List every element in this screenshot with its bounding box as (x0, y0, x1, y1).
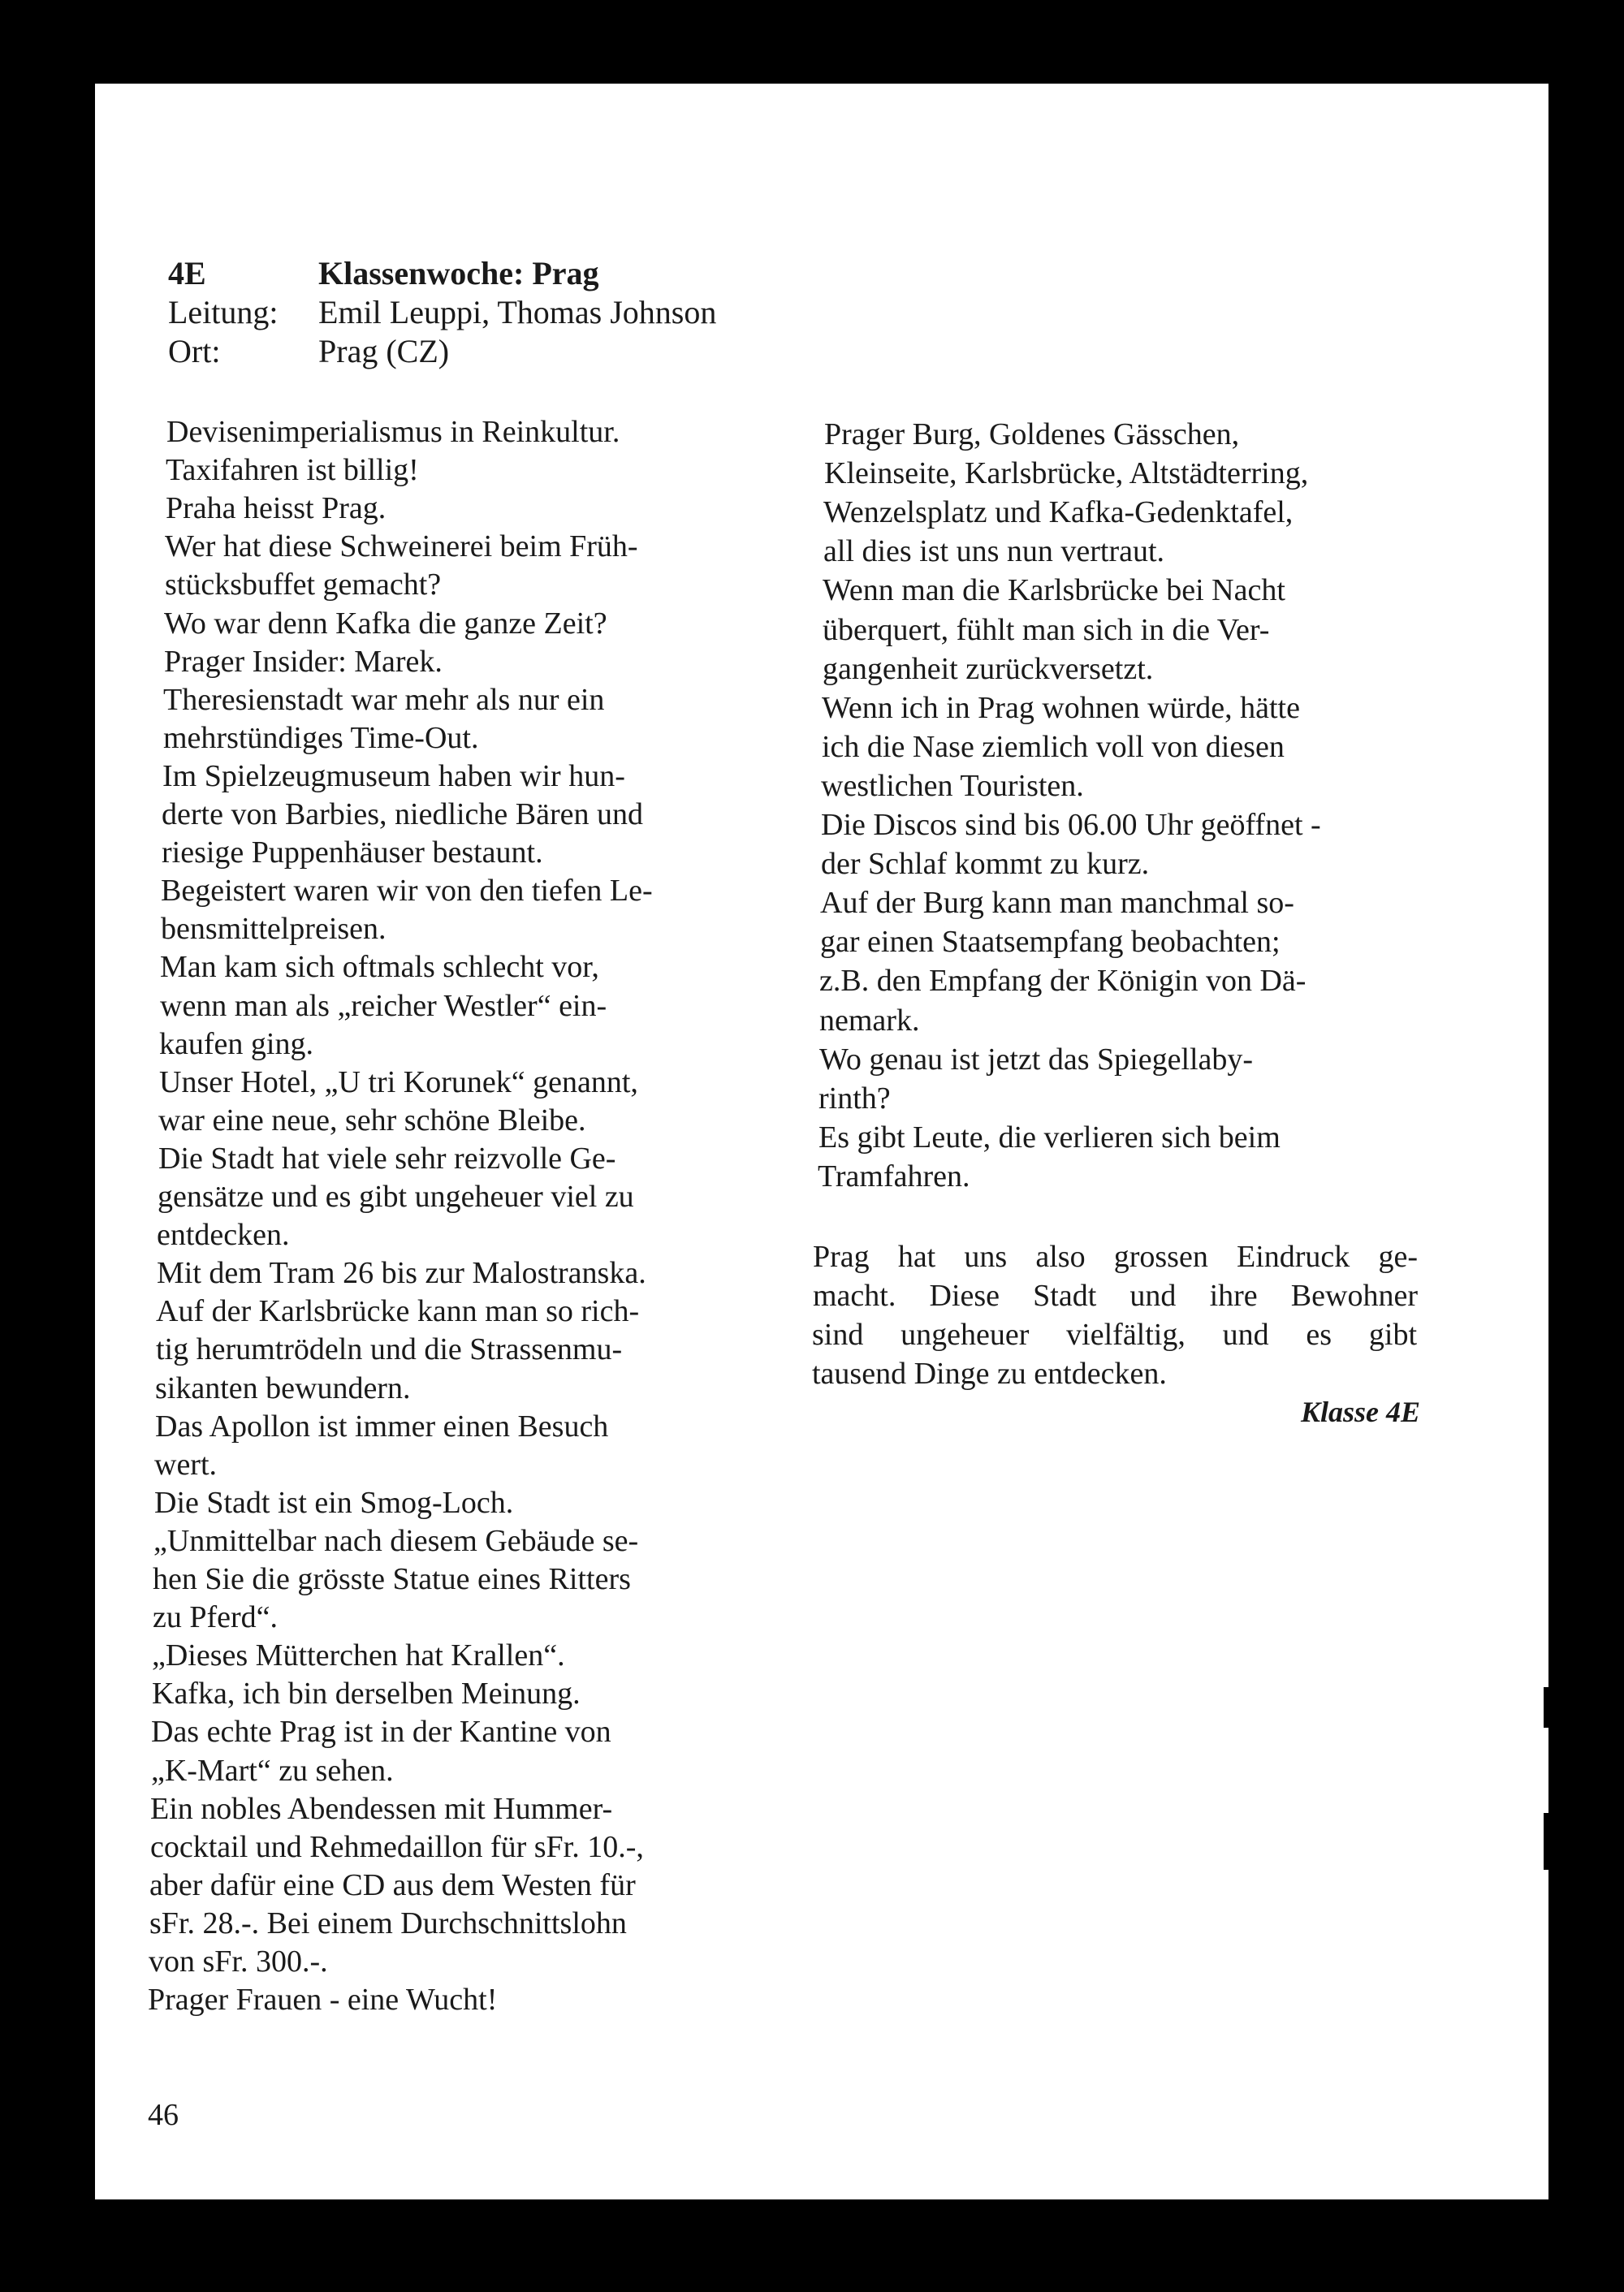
text-line: nemark. (819, 1003, 920, 1038)
text-line: cocktail und Rehmedaillon für sFr. 10.-, (150, 1829, 644, 1864)
text-line: Es gibt Leute, die verlieren sich beim (818, 1120, 1281, 1155)
text-line: Praha heisst Prag. (166, 491, 387, 526)
text-line: bensmittelpreisen. (161, 912, 387, 947)
text-line: kaufen ging. (159, 1026, 313, 1061)
ort-label: Ort: (168, 333, 221, 369)
signature: Klasse 4E (1300, 1396, 1420, 1428)
text-line: Taxifahren ist billig! (166, 453, 419, 488)
text-line: Ein nobles Abendessen mit Hummer- (150, 1791, 613, 1826)
text-line: überquert, fühlt man sich in die Ver- (823, 612, 1270, 647)
text-line: aber dafür eine CD aus dem Westen für (149, 1867, 636, 1902)
text-line: Kleinseite, Karlsbrücke, Altstädterring, (824, 456, 1309, 491)
text-line: sind ungeheuer vielfältig, und es gibt (812, 1318, 1417, 1353)
text-line: Unser Hotel, „U tri Korunek“ genannt, (159, 1064, 638, 1099)
class-code: 4E (168, 255, 206, 291)
text-line: der Schlaf kommt zu kurz. (821, 847, 1150, 882)
text-line: Wenzelsplatz und Kafka-Gedenktafel, (823, 495, 1294, 530)
text-line: Tramfahren. (818, 1159, 970, 1193)
text-line: entdecken. (157, 1218, 290, 1253)
text-line: macht. Diese Stadt und ihre Bewohner (813, 1279, 1418, 1314)
text-line: derte von Barbies, niedliche Bären und (162, 797, 644, 831)
text-line: Im Spielzeugmuseum haben wir hun- (162, 758, 625, 793)
text-line: Wenn man die Karlsbrücke bei Nacht (823, 573, 1285, 608)
text-line: Man kam sich oftmals schlecht vor, (160, 950, 599, 985)
text-line: Wo genau ist jetzt das Spiegellaby- (819, 1042, 1254, 1077)
text-line: mehrstündiges Time-Out. (163, 720, 479, 755)
text-line: wenn man als „reicher Westler“ ein- (160, 988, 607, 1023)
text-line: hen Sie die grösste Statue eines Ritters (153, 1562, 631, 1596)
leitung-value: Emil Leuppi, Thomas Johnson (318, 294, 717, 330)
text-line: riesige Puppenhäuser bestaunt. (162, 835, 543, 870)
text-line: sFr. 28.-. Bei einem Durchschnittslohn (149, 1906, 627, 1940)
text-line: gensätze und es gibt ungeheuer viel zu (158, 1180, 634, 1214)
text-line: z.B. den Empfang der Königin von Dä- (819, 964, 1307, 999)
text-line: Das Apollon ist immer einen Besuch (155, 1409, 609, 1444)
ort-value: Prag (CZ) (318, 333, 450, 369)
text-line: von sFr. 300.-. (149, 1945, 328, 1979)
text-line: tausend Dinge zu entdecken. (812, 1357, 1167, 1392)
text-line: Theresienstadt war mehr als nur ein (163, 682, 605, 717)
text-line: Prager Burg, Goldenes Gässchen, (824, 417, 1240, 451)
text-line: gar einen Staatsempfang beobachten; (820, 925, 1281, 960)
text-line: Mit dem Tram 26 bis zur Malostranska. (157, 1256, 646, 1291)
text-line: Prager Frauen - eine Wucht! (148, 1983, 498, 2018)
text-line: wert. (154, 1447, 218, 1482)
text-line: Die Discos sind bis 06.00 Uhr geöffnet - (821, 808, 1321, 842)
page-title: Klassenwoche: Prag (318, 255, 599, 291)
text-line: Wer hat diese Schweinerei beim Früh- (165, 529, 638, 564)
text-line: Auf der Burg kann man manchmal so- (820, 886, 1294, 921)
text-line: stücksbuffet gemacht? (165, 568, 442, 602)
text-line: sikanten bewundern. (155, 1370, 411, 1405)
text-line: all dies ist uns nun vertraut. (823, 534, 1165, 569)
text-line: tig herumtrödeln und die Strassenmu- (156, 1332, 623, 1367)
leitung-label: Leitung: (168, 294, 279, 330)
text-line: gangenheit zurückversetzt. (823, 651, 1154, 686)
text-line: Die Stadt ist ein Smog-Loch. (154, 1485, 514, 1520)
text-line: Wo war denn Kafka die ganze Zeit? (164, 606, 607, 641)
text-line: „K-Mart“ zu sehen. (151, 1753, 394, 1788)
text-line: westlichen Touristen. (821, 768, 1084, 803)
text-line: Die Stadt hat viele sehr reizvolle Ge- (158, 1141, 616, 1176)
text-line: war eine neue, sehr schöne Bleibe. (158, 1103, 586, 1137)
text-line: Begeistert waren wir von den tiefen Le- (161, 874, 653, 909)
text-line: Wenn ich in Prag wohnen würde, hätte (822, 690, 1300, 725)
text-line: Auf der Karlsbrücke kann man so rich- (156, 1294, 640, 1329)
text-line: zu Pferd“. (153, 1600, 279, 1635)
text-line: Prager Insider: Marek. (164, 644, 443, 679)
text-line: Das echte Prag ist in der Kantine von (151, 1715, 611, 1750)
text-line: „Dieses Mütterchen hat Krallen“. (152, 1638, 565, 1673)
scan-edge-mark (1544, 1687, 1548, 1728)
text-line: Devisenimperialismus in Reinkultur. (166, 415, 620, 449)
text-line: „Unmittelbar nach diesem Gebäude se- (153, 1523, 639, 1558)
text-line: rinth? (818, 1081, 891, 1116)
document-page (95, 84, 1548, 2199)
page-number: 46 (148, 2098, 179, 2132)
text-line: ich die Nase ziemlich voll von diesen (822, 729, 1285, 764)
text-line: Prag hat uns also grossen Eindruck ge- (813, 1240, 1418, 1274)
text-line: Kafka, ich bin derselben Meinung. (152, 1677, 581, 1711)
scan-edge-mark (1544, 1813, 1548, 1870)
